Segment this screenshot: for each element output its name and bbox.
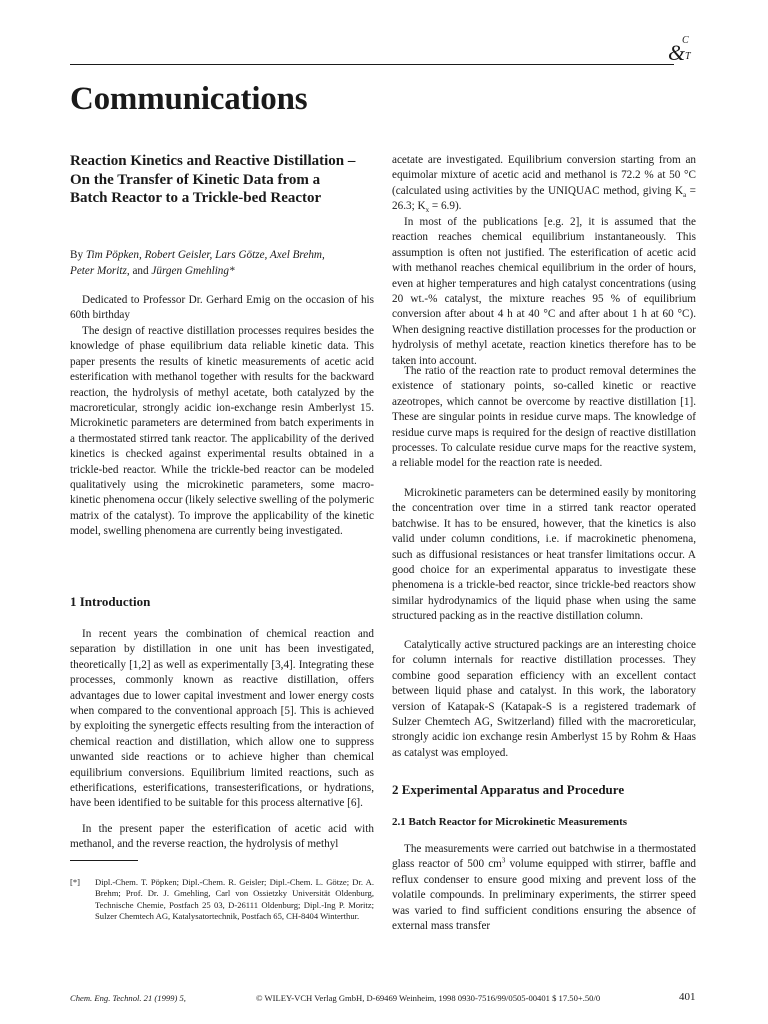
footnote-mark: [*] [70, 877, 81, 887]
byline-and: and [129, 264, 152, 277]
page-number: 401 [679, 991, 696, 1003]
authors-line-1: Tim Pöpken, Robert Geisler, Lars Götze, Axel Brehm, [85, 249, 325, 261]
footnote-rule [70, 860, 138, 861]
footer-journal-citation: Chem. Eng. Technol. 21 (1999) 5, [70, 993, 186, 1003]
heading-batch-reactor: 2.1 Batch Reactor for Microkinetic Measurements [392, 816, 628, 828]
authors-line-3: Jürgen Gmehling* [151, 264, 235, 277]
right-paragraph-4: Microkinetic parameters can be determined easily by monitoring the concentration over time in a stirred tank reactor operated batchwise. It has to be ensured, however, that the kinetics is also valid under column conditions, i.e. if macrokinetic phenomena, such as diffusional resistances or heat transfer limitations occur. A good choice for an experimental apparatus to investigate these phenomena is a trickle-bed reactor, since trickle-bed reactors show similar hydrodynamics of the liquid phase when using the same structured packing as in the reactive distillation column. [392, 487, 696, 623]
right-paragraph-5: Catalytically active structured packings are an interesting choice for column internals for reactive distillation processes. They combine good separation efficiency with an excellent contact between liquid phase and catalyst. In this work, the laboratory version of Katapak-S (Katapak-S is a registered trademark of Sulzer Chemtech AG, Switzerland) filled with the macroreticular, strongly acidic ion exchange resin Amberlyst 15 by Rohm & Haas as catalyst was employed. [392, 639, 696, 759]
authors-line-2: Peter Moritz, [70, 264, 130, 277]
heading-introduction: 1 Introduction [70, 594, 151, 609]
intro-paragraph-1: In recent years the combination of chemical reaction and separation by distillation in one unit has been investigated, theoretically [1,2] as well as experimentally [3,4]. Integrating these processes, commonly known as reactive distillation, offers advantages due to lower capital investment and lower energy costs when compared to the conventional approach [5]. This is achieved by exploiting the synergetic effects resulting from the interaction of chemical reaction and distillation, which allow one to suppress unwanted side reactions or to achieve higher than chemical equilibrium conversions. Equilibrium limited reactions, such as etherifications, esterifications, transesterifications, or hydrations, have been identified to be suitable for this process alternative [6]. [70, 628, 374, 810]
right-paragraph-1: acetate are investigated. Equilibrium conversion starting from an equimolar mixture of acetic acid and methanol is 72.2 % at 50 °C (calculated using activities by the UNIQUAC method, giving $K_a = 26.3$; $K_x = 6.9$). [392, 154, 696, 215]
byline-prefix: By [70, 249, 86, 261]
dedication: Dedicated to Professor Dr. Gerhard Emig on the occasion of his 60th birthday [70, 294, 374, 322]
logo-letter-c: C [682, 35, 689, 46]
journal-logo [668, 36, 700, 66]
heading-experimental: 2 Experimental Apparatus and Procedure [392, 782, 625, 797]
right-paragraph-6: The measurements were carried out batchwise in a thermostated glass reactor of 500 $cm^3$ volume equipped with stirrer, baffle and reflux condenser to ensure good mixing and prevent loss of the volatile compounds. In preliminary experiments, the stirrer speed was varied to find sufficient conditions ensuring the absence of external mass transfer [392, 843, 696, 933]
header-rule [70, 64, 674, 65]
abstract: The design of reactive distillation processes requires besides the knowledge of phase equilibrium data reliable kinetic data. This paper presents the results of kinetic measurements of acetic acid esterification with methanol together with results for the backward reaction, the hydrolysis of methyl acetate, both catalyzed by the macroreticular, strongly acidic ion-exchange resin Amberlyst 15. Microkinetic parameters are determined from batch experiments in a thermostated stirred tank reactor. The applicability of the derived kinetics is checked against experimental results obtained in a trickle-bed reactor. While the trickle-bed reactor can be modeled qualitatively using the microkinetic parameters, some macro-kinetic phenomena occur (likely selective swelling of the polymeric matrix of the catalyst). To improve the applicability of the kinetic model, swelling phenomena are currently being investigated. [70, 325, 374, 538]
byline [70, 248, 374, 279]
right-paragraph-2: In most of the publications [e.g. 2], it is assumed that the reaction reaches chemical equilibrium instantaneously. This assumption is often not justified. The esterification of acetic acid with methanol reaches chemical equilibrium in the order of hours, even at higher temperatures and high catalyst concentrations (using 20 wt.-% catalyst, the mixture reaches 95 % of equilibrium conversion after about 4 h at 40 °C and after about 1 h at 60 °C). When designing reactive distillation processes for the production or hydrolysis of methyl acetate, reaction kinetics therefore has to be taken into account. [392, 216, 696, 367]
article-title: Reaction Kinetics and Reactive Distillation – On the Transfer of Kinetic Data from a Batch Reactor to a Trickle-bed Reactor [70, 153, 356, 206]
intro-paragraph-2: In the present paper the esterification of acetic acid with methanol, and the reverse reaction, the hydrolysis of methyl [70, 823, 374, 851]
logo-ampersand: & [668, 40, 686, 65]
footnote-text: Dipl.-Chem. T. Pöpken; Dipl.-Chem. R. Geisler; Dipl.-Chem. L. Götze; Dr. A. Brehm; Prof. Dr. J. Gmehling, Carl von Ossietzky Universität Oldenburg, Technische Chemie, Postfach 25 03, D-26111 Oldenburg; Dipl.-Ing P. Moritz; Sulzer Chemtech AG, Katalysatortechnik, Postfach 65, CH-8404 Winterthur. [95, 877, 374, 922]
logo-letter-t: T [685, 51, 691, 62]
footer-publisher: © WILEY-VCH Verlag GmbH, D-69469 Weinheim, 1998 0930-7516/99/0505-00401 $ 17.50+.50/0 [256, 993, 601, 1003]
right-paragraph-3: The ratio of the reaction rate to product removal determines the existence of stationary points, so-called kinetic or reactive azeotropes, which cannot be overcome by reactive distillation [1]. These are singular points in residue curve maps. The knowledge of residue curve maps is required for the design of reactive distillation processes. To calculate residue curve maps for the reactive system, a reliable model for the reaction rate is needed. [392, 365, 696, 470]
section-title: Communications [70, 81, 308, 117]
